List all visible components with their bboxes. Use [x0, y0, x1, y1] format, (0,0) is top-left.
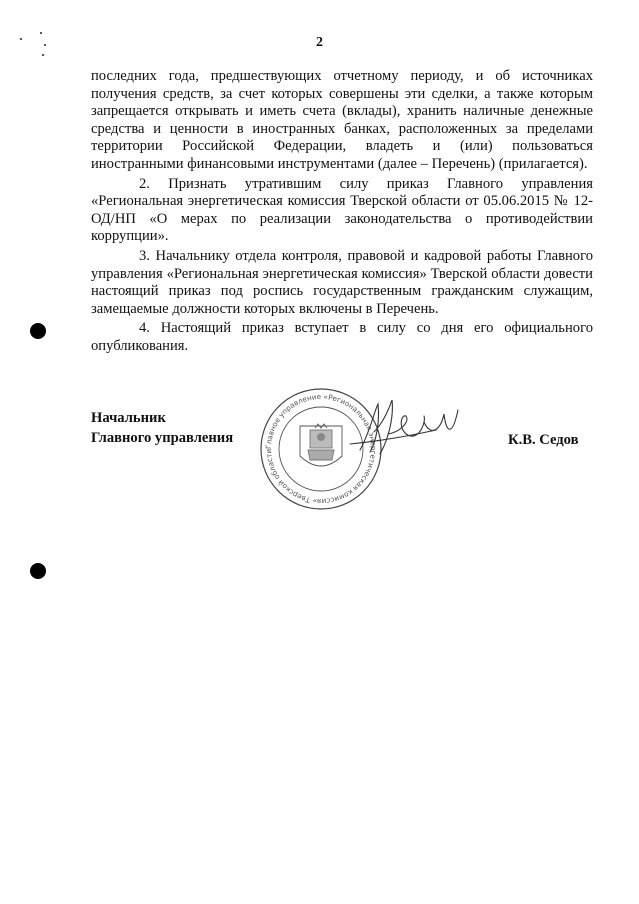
- paragraph-2: 2. Признать утратившим силу приказ Главного управления «Региональная энергетическая комиссия Тверской области от 05.06.2015 № 12-ОД/НП «О мерах по реализации законодательства о противодействии коррупции».: [91, 175, 593, 245]
- punch-hole-icon: [30, 323, 46, 339]
- seal-ring-text: Главное управление «Региональная энергетическая комиссия» Тверской области: [263, 391, 379, 507]
- punch-hole-icon: [30, 563, 46, 579]
- paragraph-3: 3. Начальнику отдела контроля, правовой и кадровой работы Главного управления «Региональная энергетическая комиссия» Тверской области довести настоящий приказ под роспись государственным гражданским служащим, замещаемые должности которых включены в Перечень.: [91, 247, 593, 317]
- coat-of-arms-icon: [300, 424, 342, 466]
- document-body: [91, 68, 593, 356]
- signer-title-line2: Главного управления: [91, 430, 234, 446]
- signer-title-line1: Начальник: [91, 410, 166, 426]
- page-number: 2: [316, 35, 323, 50]
- signer-name: К.В. Седов: [508, 432, 579, 448]
- signer-title: [91, 408, 233, 448]
- paragraph-1-continuation: последних года, предшествующих отчетному периоду, и об источниках получения средств, за счет которых совершены эти сделки, а также которым запрещается открывать и иметь счета (вклады), хранить наличные денежные средства и ценности в иностранных банках, расположенных за пределами территории Российской Федерации, владеть и (или) пользоваться иностранными финансовыми инструментами (далее – Перечень) (прилагается).: [91, 68, 593, 172]
- handwritten-signature: [340, 392, 470, 472]
- paragraph-4: 4. Настоящий приказ вступает в силу со дня его официального опубликования.: [91, 320, 593, 354]
